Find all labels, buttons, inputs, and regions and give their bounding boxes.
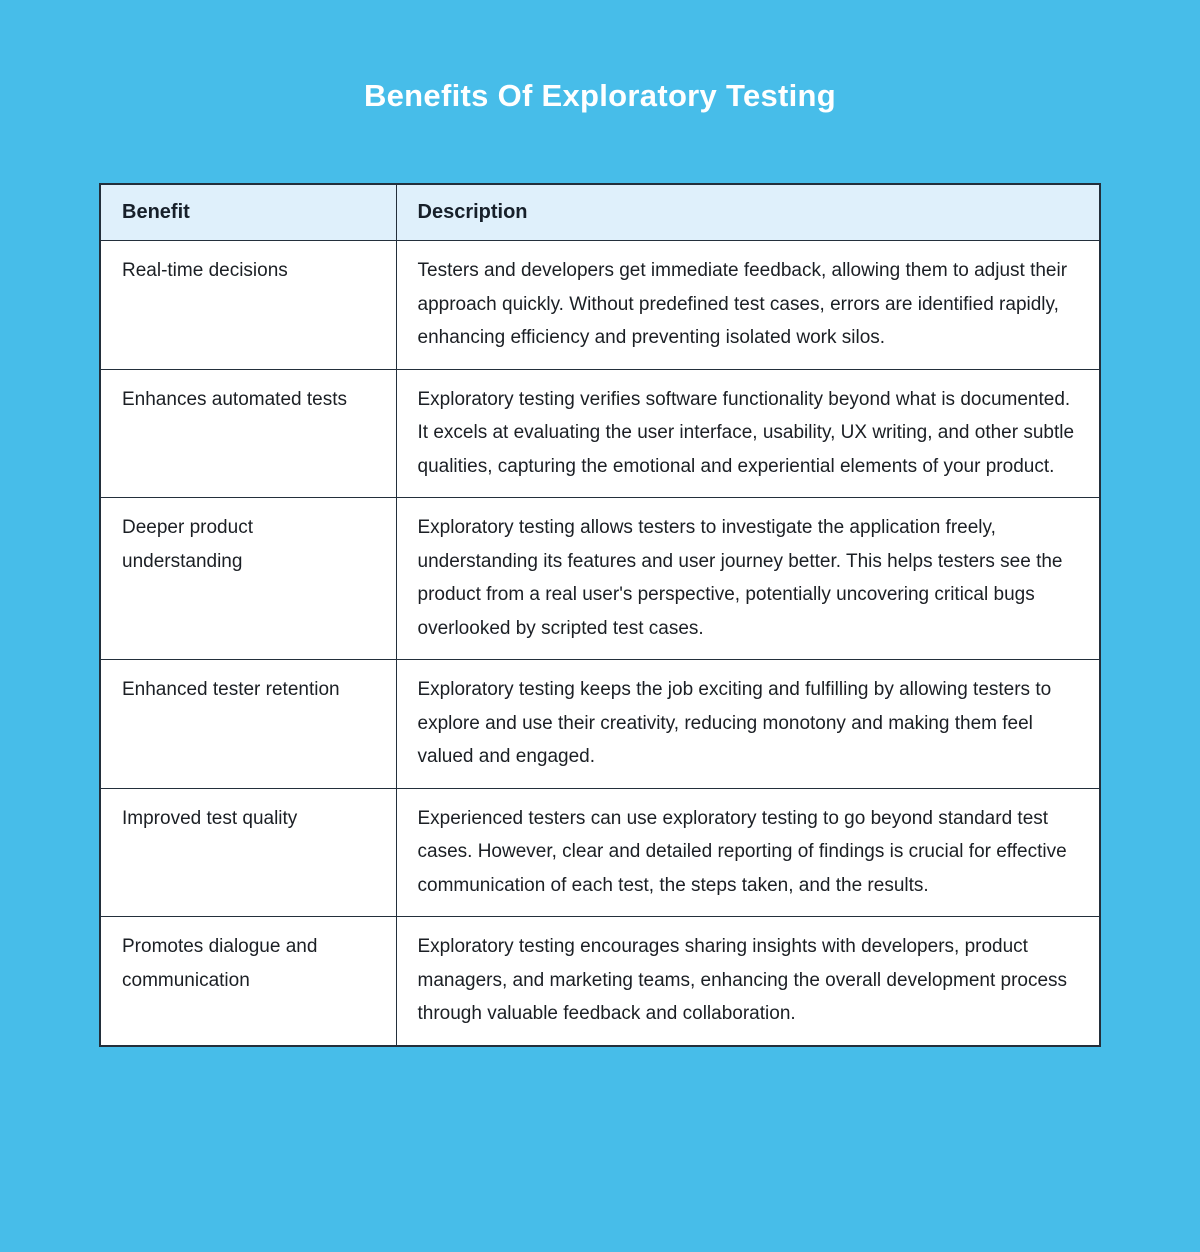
benefit-cell: Improved test quality [100,788,396,917]
table-header-row [100,184,1100,241]
table-row [100,369,1100,498]
description-cell: Exploratory testing encourages sharing insights with developers, product managers, and marketing teams, enhancing the overall development process through valuable feedback and collaboration. [396,917,1100,1046]
benefit-cell: Promotes dialogue and communication [100,917,396,1046]
table-body [100,241,1100,1046]
table-row [100,660,1100,789]
column-header-benefit: Benefit [100,184,396,241]
table-row [100,498,1100,660]
benefit-cell: Enhanced tester retention [100,660,396,789]
benefit-cell: Enhances automated tests [100,369,396,498]
table-row [100,241,1100,370]
benefits-table [99,183,1101,1047]
table-row [100,917,1100,1046]
column-header-description: Description [396,184,1100,241]
description-cell: Testers and developers get immediate feedback, allowing them to adjust their approach quickly. Without predefined test cases, errors are identified rapidly, enhancing efficiency and preventing isolated work silos. [396,241,1100,370]
description-cell: Exploratory testing keeps the job exciting and fulfilling by allowing testers to explore and use their creativity, reducing monotony and making them feel valued and engaged. [396,660,1100,789]
page-title: Benefits Of Exploratory Testing [363,78,837,113]
description-cell: Experienced testers can use exploratory testing to go beyond standard test cases. However, clear and detailed reporting of findings is crucial for effective communication of each test, the steps taken, and the results. [396,788,1100,917]
benefit-cell: Deeper product understanding [100,498,396,660]
description-cell: Exploratory testing verifies software functionality beyond what is documented. It excels at evaluating the user interface, usability, UX writing, and other subtle qualities, capturing the emotional and experiential elements of your product. [396,369,1100,498]
description-cell: Exploratory testing allows testers to investigate the application freely, understanding its features and user journey better. This helps testers see the product from a real user's perspective, potentially uncovering critical bugs overlooked by scripted test cases. [396,498,1100,660]
benefit-cell: Real-time decisions [100,241,396,370]
table-row [100,788,1100,917]
